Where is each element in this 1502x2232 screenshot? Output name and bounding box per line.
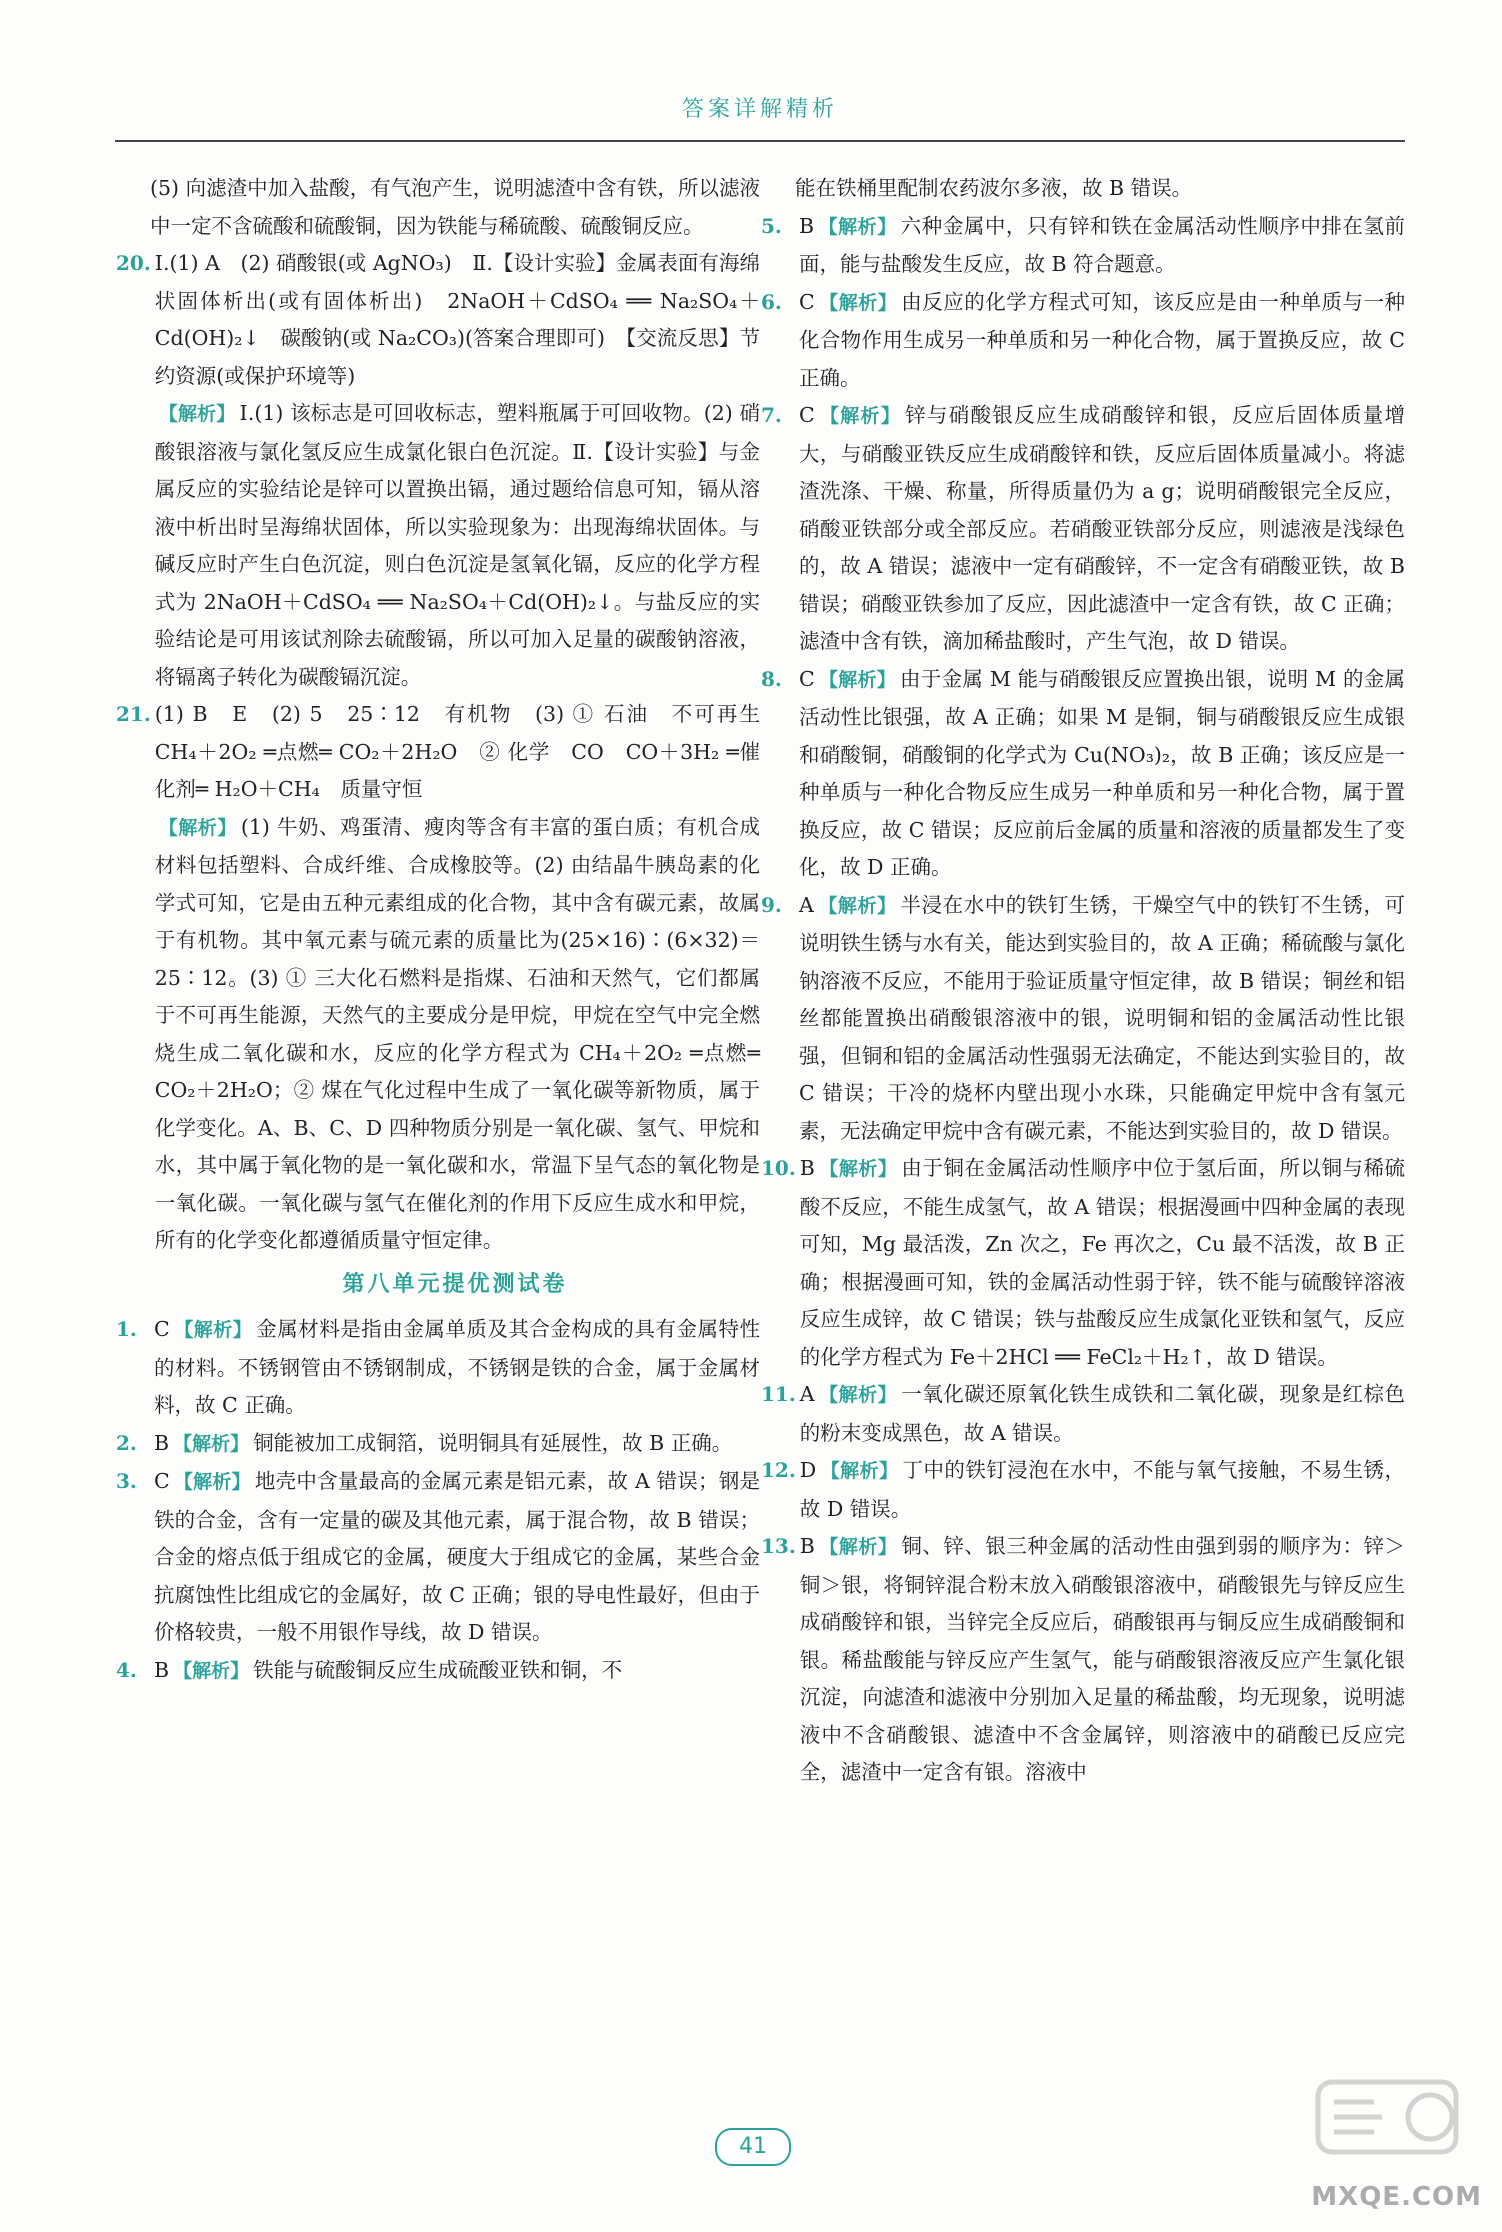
analysis-tag: 【解析】 [158, 403, 236, 425]
analysis-tag: 【解析】 [818, 1536, 898, 1558]
paragraph-continued: 能在铁桶里配制农药波尔多液，故 B 错误。 [795, 176, 1193, 200]
analysis-tag: 【解析】 [818, 668, 897, 691]
answer-letter: B [799, 213, 815, 238]
page-number: 41 [715, 2128, 791, 2166]
page-header: 答案详解精析 [681, 97, 838, 122]
answer-letter: A [799, 1382, 815, 1406]
analysis-tag: 【解析】 [173, 1319, 253, 1341]
question-number: 7. [761, 403, 782, 427]
question-number: 4. [116, 1657, 137, 1682]
question-7 [761, 397, 1405, 661]
analysis-tag: 【解析】 [818, 1158, 898, 1180]
question-number: 6. [761, 289, 782, 314]
analysis-text: Ⅰ.(1) 该标志是可回收标志，塑料瓶属于可回收物。(2) 硝酸银溶液与氯化氢反应生成氯化银白色沉淀。Ⅱ.【设计实验】与金属反应的实验结论是锌可以置换出镉，通过题给信息可知，镉从溶液中析出时呈海绵状固体，所以实验现象为：出现海绵状固体。与碱反应时产生白色沉淀，则白色沉淀是氢氧化镉，反应的化学方程式为 2NaOH＋CdSO₄ ══ Na₂SO₄＋Cd(OH)₂↓。与盐反应的实验结论是可用该试剂除去硫酸镉，所以可加入足量的碳酸钠溶液，将镉离子转化为碳酸镉沉淀。 [154, 401, 760, 689]
question-1 [116, 1311, 760, 1425]
analysis-tag: 【解析】 [817, 894, 897, 917]
analysis-tag: 【解析】 [173, 1432, 250, 1455]
question-2 [116, 1425, 760, 1464]
answer-letter: B [154, 1657, 170, 1682]
answer-letter: D [799, 1458, 817, 1482]
question-number: 2. [116, 1430, 137, 1455]
analysis-tag: 【解析】 [820, 1460, 899, 1482]
answer-text: (1) B E (2) 5 25∶12 有机物 (3) ① 石油 不可再生 CH₄＋2O₂ ═点燃═ CO₂＋2H₂O ② 化学 CO CO＋3H₂ ═催化剂═ H₂O＋CH₄ 质量守恒 [154, 702, 781, 801]
analysis-text: 半浸在水中的铁钉生锈，干燥空气中的铁钉不生锈，可说明铁生锈与水有关，能达到实验目的，故 A 正确；稀硫酸与氯化钠溶液不反应，不能用于验证质量守恒定律，故 B 错误；铜丝和铝丝都能置换出硝酸银溶液中的银，说明铜和铝的金属活动性比银强，但铜和铝的金属活动性强弱无法确定，不能达到实验目的，故 C 错误；干冷的烧杯内壁出现小水珠，只能确定甲烷中含有氢元素，无法确定甲烷中含有碳元素，不能达到实验目的，故 D 错误。 [799, 892, 1405, 1143]
question-20 [116, 245, 760, 696]
answer-letter: C [799, 289, 815, 314]
analysis-text: 金属材料是指由金属单质及其合金构成的具有金属特性的材料。不锈钢管由不锈钢制成，不锈钢是铁的合金，属于金属材料，故 C 正确。 [154, 1317, 760, 1417]
question-number: 10. [761, 1156, 796, 1180]
question-number: 3. [116, 1469, 137, 1493]
analysis-text: 铁能与硫酸铜反应生成硫酸亚铁和铜，不 [253, 1657, 623, 1682]
analysis-text: 六种金属中，只有锌和铁在金属活动性顺序中排在氢前面，能与盐酸发生反应，故 B 符合题意。 [799, 213, 1405, 276]
analysis-text: 由于金属 M 能与硝酸银反应置换出银，说明 M 的金属活动性比银强，故 A 正确；如果 M 是铜，铜与硝酸银反应生成银和硝酸铜，硝酸铜的化学式为 Cu(NO₃)₂，故 B 正确；该反应是一种单质与一种化合物反应生成另一种单质和另一种化合物，属于置换反应，故 C 错误；反应前后金属的质量和溶液的质量都发生了变化，故 D 正确。 [799, 666, 1405, 879]
header-rule [115, 140, 1405, 142]
question-number: 8. [761, 666, 782, 691]
analysis-text: 铜能被加工成铜箔，说明铜具有延展性，故 B 正确。 [253, 1430, 733, 1455]
watermark-text: MXQE.COM [1311, 2182, 1482, 2212]
analysis-text: 丁中的铁钉浸泡在水中，不能与氧气接触，不易生锈，故 D 错误。 [799, 1458, 1405, 1521]
analysis-tag: 【解析】 [818, 405, 902, 427]
question-number: 13. [761, 1534, 796, 1558]
question-8 [761, 661, 1405, 887]
analysis-text: (1) 牛奶、鸡蛋清、瘦肉等含有丰富的蛋白质；有机合成材料包括塑料、合成纤维、合成橡胶等。(2) 由结晶牛胰岛素的化学式可知，它是由五种元素组成的化合物，其中含有碳元素，故属于有机物。其中氧元素与硫元素的质量比为(25×16)∶(6×32)＝25∶12。(3) ① 三大化石燃料是指煤、石油和天然气，它们都属于不可再生能源，天然气的主要成分是甲烷，甲烷在空气中完全燃烧生成二氧化碳和水，反应的化学方程式为 CH₄＋2O₂ ═点燃═ CO₂＋2H₂O；② 煤在气化过程中生成了一氧化碳等新物质，属于化学变化。A、B、C、D 四种物质分别是一氧化碳、氢气、甲烷和水，其中属于氧化物的是一氧化碳和水，常温下呈气态的氧化物是一氧化碳。一氧化碳与氢气在催化剂的作用下反应生成水和甲烷，所有的化学变化都遵循质量守恒定律。 [154, 814, 760, 1252]
analysis-text: 铜、锌、银三种金属的活动性由强到弱的顺序为：锌＞铜＞银，将铜锌混合粉末放入硝酸银溶液中，硝酸银先与锌反应生成硝酸锌和银，当锌完全反应后，硝酸银再与铜反应生成硝酸铜和银。稀盐酸能与锌反应产生氢气，能与硝酸银溶液反应产生氯化银沉淀，向滤渣和滤液中分别加入足量的稀盐酸，均无现象，说明滤液中不含硝酸银、滤渣中不含金属锌，则溶液中的硝酸已反应完全，滤渣中一定含有银。溶液中 [799, 1534, 1405, 1784]
question-number: 20. [116, 251, 151, 275]
question-number: 21. [116, 702, 151, 726]
question-number: 9. [761, 892, 782, 917]
analysis-tag: 【解析】 [818, 291, 898, 314]
answer-letter: C [154, 1317, 170, 1341]
answer-letter: C [154, 1469, 170, 1493]
question-4 [116, 1652, 760, 1691]
analysis-tag: 【解析】 [173, 1659, 250, 1682]
question-11 [761, 1376, 1405, 1452]
answer-letter: B [154, 1430, 170, 1455]
question-12 [761, 1452, 1405, 1528]
question-number: 1. [116, 1317, 137, 1341]
question-5 [761, 208, 1405, 284]
analysis-tag: 【解析】 [158, 816, 237, 839]
analysis-text: 由于铜在金属活动性顺序中位于氢后面，所以铜与稀硫酸不反应，不能生成氢气，故 A 错误；根据漫画中四种金属的表现可知，Mg 最活泼，Zn 次之，Fe 再次之，Cu 最不活泼，故 B 正确；根据漫画可知，铁的金属活动性弱于锌，铁不能与硫酸锌溶液反应生成锌，故 C 错误；铁与盐酸反应生成氯化亚铁和氢气，反应的化学方程式为 Fe＋2HCl ══ FeCl₂＋H₂↑，故 D 错误。 [799, 1156, 1405, 1369]
question-number: 12. [761, 1458, 796, 1482]
analysis-text: 地壳中含量最高的金属元素是铝元素，故 A 错误；钢是铁的合金，含有一定量的碳及其他元素，属于混合物，故 B 错误；合金的熔点低于组成它的金属，硬度大于组成它的金属，某些合金抗腐蚀性比组成它的金属好，故 C 正确；银的导电性最好，但由于价格较贵，一般不用银作导线，故 D 错误。 [154, 1469, 760, 1644]
question-13 [761, 1528, 1405, 1792]
question-number: 5. [761, 213, 782, 238]
paragraph-intro: (5) 向滤渣中加入盐酸，有气泡产生，说明滤渣中含有铁，所以滤液中一定不含硫酸和硫酸铜，因为铁能与稀硫酸、硫酸铜反应。 [150, 176, 760, 238]
question-9 [761, 887, 1405, 1151]
question-3 [116, 1463, 760, 1652]
question-number: 11. [761, 1382, 796, 1406]
watermark-seal-icon [1312, 2072, 1462, 2172]
right-column [761, 170, 1405, 1792]
answer-letter: C [799, 403, 815, 427]
analysis-text: 一氧化碳还原氧化铁生成铁和二氧化碳，现象是红棕色的粉末变成黑色，故 A 错误。 [799, 1382, 1405, 1445]
section-title: 第八单元提优测试卷 [342, 1271, 568, 1297]
analysis-text: 锌与硝酸银反应生成硝酸锌和银，反应后固体质量增大，与硝酸亚铁反应生成硝酸锌和铁，反应后固体质量减小。将滤渣洗涤、干燥、称量，所得质量仍为 a g；说明硝酸银完全反应，硝酸亚铁部分或全部反应。若硝酸亚铁部分反应，则滤液是浅绿色的，故 A 错误；滤液中一定有硝酸锌，不一定含有硝酸亚铁，故 B 错误；硝酸亚铁参加了反应，因此滤渣中一定含有铁，故 C 正确；滤渣中含有铁，滴加稀盐酸时，产生气泡，故 D 错误。 [799, 403, 1405, 653]
answer-letter: B [799, 1534, 815, 1558]
answer-letter: A [799, 892, 814, 917]
analysis-tag: 【解析】 [818, 1384, 898, 1406]
answer-letter: C [799, 666, 815, 691]
analysis-tag: 【解析】 [173, 1471, 251, 1493]
analysis-tag: 【解析】 [818, 215, 897, 238]
question-10 [761, 1150, 1405, 1376]
question-6 [761, 284, 1405, 398]
answer-text: Ⅰ.(1) A (2) 硝酸银(或 AgNO₃) Ⅱ.【设计实验】金属表面有海绵状固体析出(或有固体析出) 2NaOH＋CdSO₄ ══ Na₂SO₄＋Cd(OH)₂↓ 碳酸钠(或 Na₂CO₃)(答案合理即可) 【交流反思】节约资源(或保护环境等) [154, 251, 760, 388]
answer-letter: B [799, 1156, 815, 1180]
analysis-text: 由反应的化学方程式可知，该反应是由一种单质与一种化合物作用生成另一种单质和另一种化合物，属于置换反应，故 C 正确。 [799, 289, 1405, 390]
